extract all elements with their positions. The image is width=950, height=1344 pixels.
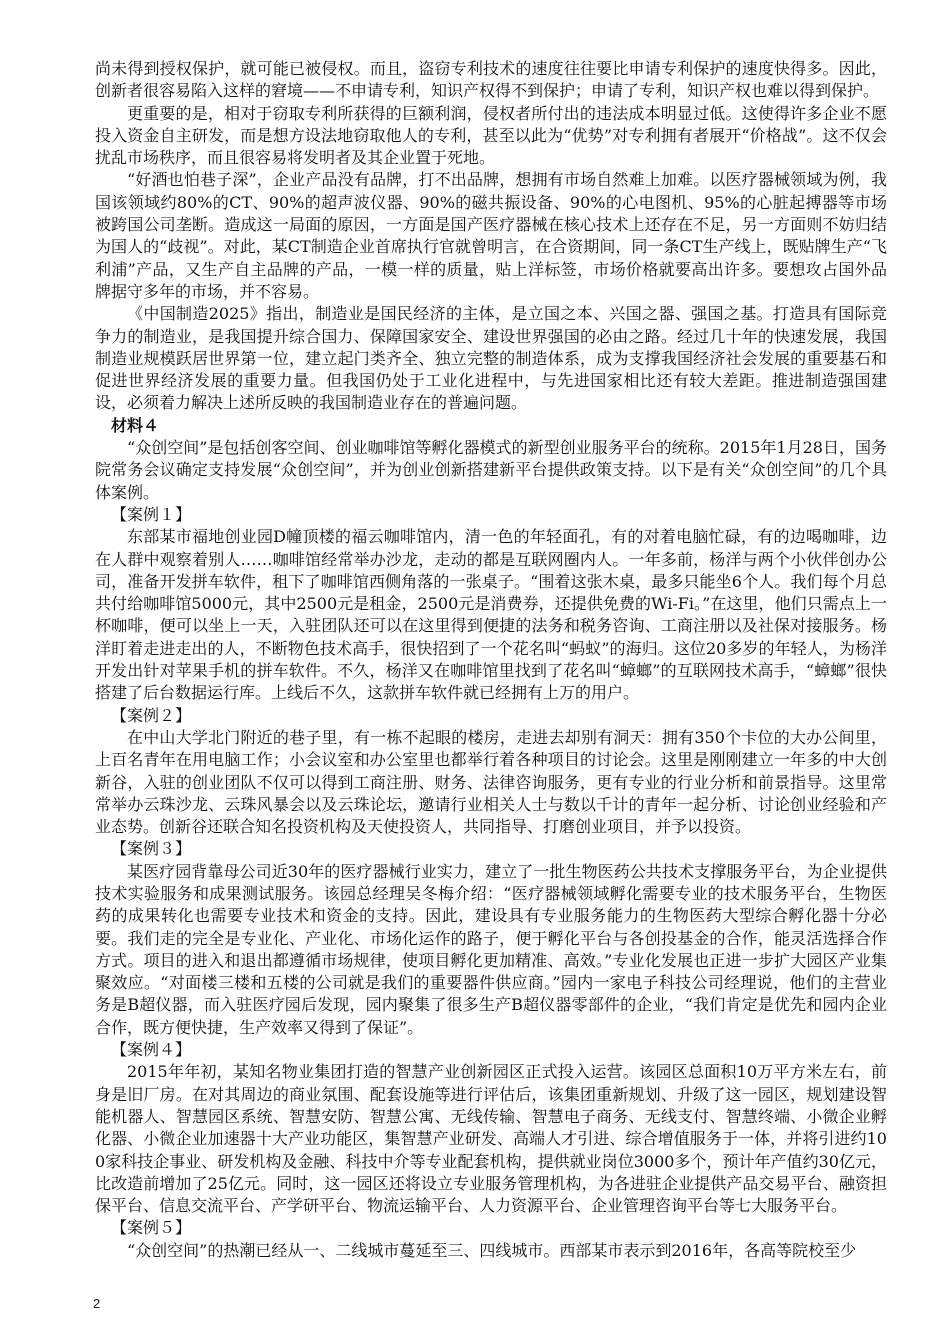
case-3-text: 某医疗园背靠母公司近30年的医疗器械行业实力，建立了一批生物医药公共技术支撑服务平台，为企业提供技术实验服务和成果测试服务。该园总经理吴冬梅介绍：“医疗器械领域孵化需要专业的技术服务平台，生物医药的成果转化也需要专业技术和资金的支持。因此，建设具有专业服务能力的生物医药大型综合孵化器十分必要。我们走的完全是专业化、产业化、市场化运作的路子，便于孵化平台与各创投基金的合作，能灵活选择合作方式。项目的进入和退出都遵循市场规律，使项目孵化更加精准、高效。”专业化发展也正进一步扩大园区产业集聚效应。“对面楼三楼和五楼的公司就是我们的重要器件供应商。”园内一家电子科技公司经理说，他们的主营业务是B超仪器，而入驻医疗园后发现，园内聚集了很多生产B超仪器零部件的企业，“我们肯定是优先和园内企业合作，既方便快捷，生产效率又得到了保证”。: [95, 861, 887, 1037]
material-4-intro: “众创空间”是包括创客空间、创业咖啡馆等孵化器模式的新型创业服务平台的统称。2015年1月28日，国务院常务会议确定支持发展“众创空间”，并为创业创新搭建新平台提供政策支持。以下是有关“众创空间”的几个具体案例。: [95, 438, 887, 502]
material-4-heading: 材料４: [111, 415, 160, 435]
paragraph-made-in-china-2025: 《中国制造2025》指出，制造业是国民经济的主体，是立国之本、兴国之器、强国之基。打造具有国际竞争力的制造业，是我国提升综合国力、保障国家安全、建设世界强国的必由之路。经过几十年的快速发展，我国制造业规模跃居世界第一位，建立起门类齐全、独立完整的制造体系，成为支撑我国经济社会发展的重要基石和促进世界经济发展的重要力量。但我国仍处于工业化进程中，与先进国家相比还有较大差距。推进制造强国建设，必须着力解决上述所反映的我国制造业存在的普遍问题。: [95, 304, 887, 413]
paragraph-infringement-cost: 更重要的是，相对于窃取专利所获得的巨额利润，侵权者所付出的违法成本明显过低。这使得许多企业不愿投入资金自主研发，而是想方设法地窃取他人的专利，甚至以此为“优势”对专利拥有者展开“价格战”。这不仅会扰乱市场秩序，而且很容易将发明者及其企业置于死地。: [95, 103, 887, 168]
page-number: 2: [93, 1296, 101, 1311]
case-5-text: “众创空间”的热潮已经从一、二线城市蔓延至三、四线城市。西部某市表示到2016年，各高等院校至少: [127, 1240, 857, 1260]
case-2-label: 【案例２】: [111, 705, 192, 725]
case-3-label: 【案例３】: [111, 839, 192, 859]
case-4-text: 2015年年初，某知名物业集团打造的智慧产业创新园区正式投入运营。该园区总面积10万平方米左右，前身是旧厂房。在对其周边的商业氛围、配套设施等进行评估后，该集团重新规划、升级了这一园区，规划建设智能机器人、智慧园区系统、智慧安防、智慧公寓、无线传输、智慧电子商务、无线支付、智慧终端、小微企业孵化器、小微企业加速器十大产业功能区，集智慧产业研发、高端人才引进、综合增值服务于一体，并将引进约100家科技企事业、研发机构及金融、科技中介等专业配套机构，提供就业岗位3000多个，预计年产值约30亿元，比改造前增加了25亿元。同时，这一园区还将设立专业服务管理机构，为各进驻企业提供产品交易平台、融资担保平台、信息交流平台、产学研平台、物流运输平台、人力资源平台、企业管理咨询平台等七大服务平台。: [95, 1062, 887, 1216]
paragraph-brand: “好酒也怕巷子深”，企业产品没有品牌，打不出品牌，想拥有市场自然难上加难。以医疗器械领域为例，我国该领域约80%的CT、90%的超声波仪器、90%的磁共振设备、90%的心电图机、95%的心脏起搏器等市场被跨国公司垄断。造成这一局面的原因，一方面是国产医疗器械在核心技术上还存在不足，另一方面则不妨归结为国人的“歧视”。对此，某CT制造企业首席执行官就曾明言，在合资期间，同一条CT生产线上，既贴牌生产“飞利浦”产品，又生产自主品牌的产品，一模一样的质量，贴上洋标签，市场价格就要高出许多。要想攻占国外品牌据守多年的市场，并不容易。: [95, 170, 887, 301]
case-5-label: 【案例５】: [111, 1218, 192, 1238]
case-4-label: 【案例４】: [111, 1040, 192, 1060]
paragraph-continued: 尚未得到授权保护，就可能已被侵权。而且，盗窃专利技术的速度往往要比申请专利保护的速度快得多。因此，创新者很容易陷入这样的窘境——不申请专利，知识产权得不到保护；申请了专利，知识产权也难以得到保护。: [95, 59, 887, 101]
case-2-text: 在中山大学北门附近的巷子里，有一栋不起眼的楼房，走进去却别有洞天：拥有350个卡位的大办公间里，上百名青年在用电脑工作；小会议室和办公室里也都举行着各种项目的讨论会。这里是刚刚建立一年多的中大创新谷，入驻的创业团队不仅可以得到工商注册、财务、法律咨询服务，更有专业的行业分析和前景指导。这里常常举办云珠沙龙、云珠风暴会以及云珠论坛，邀请行业相关人士与数以千计的青年一起分析、讨论创业经验和产业态势。创新谷还联合知名投资机构及天使投资人，共同指导、打磨创业项目，并予以投资。: [95, 727, 887, 837]
case-1-label: 【案例１】: [111, 504, 192, 524]
document-page: [95, 58, 887, 1262]
case-1-text: 东部某市福地创业园D幢顶楼的福云咖啡馆内，清一色的年轻面孔，有的对着电脑忙碌，有的边喝咖啡，边在人群中观察着别人……咖啡馆经常举办沙龙，走动的都是互联网圈内人。一年多前，杨洋与两个小伙伴创办公司，准备开发拼车软件，租下了咖啡馆西侧角落的一张桌子。“围着这张木桌，最多只能坐6个人。我们每个月总共付给咖啡馆5000元，其中2500元是租金，2500元是消费券，还提供免费的Wi-Fi。”在这里，他们只需点上一杯咖啡，便可以坐上一天，入驻团队还可以在这里得到便捷的法务和税务咨询、工商注册以及社保对接服务。杨洋盯着走进走出的人，不断物色技术高手，很快招到了一个花名叫“蚂蚁”的海归。这位20多岁的年轻人，为杨洋开发出针对苹果手机的拼车软件。不久，杨洋又在咖啡馆里找到了花名叫“蟑螂”的互联网技术高手，“蟑螂”很快搭建了后台数据运行库。上线后不久，这款拼车软件就已经拥有上万的用户。: [95, 527, 887, 703]
